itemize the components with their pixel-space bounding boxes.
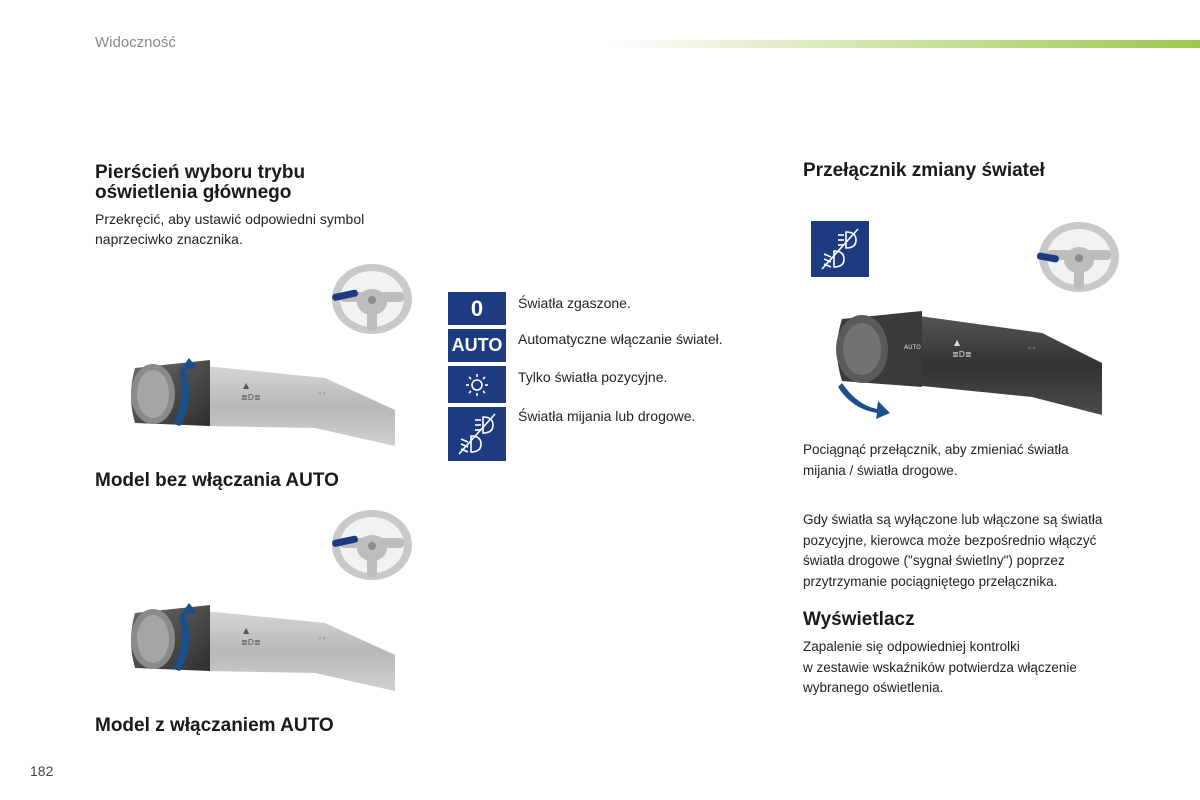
ring-text-line2: naprzeciwko znacznika. [95,231,243,247]
headlamp-flash-text [803,510,1183,592]
steering-wheel-illustration-2 [330,508,415,583]
display-text-line1: Zapalenie się odpowiedniej kontrolki [803,639,1020,654]
steering-wheel-illustration-3 [1037,220,1122,295]
ring-description [95,209,425,249]
dipped-main-beam-symbol-icon [448,407,506,461]
symbol-label-auto: Automatyczne włączanie świateł. [518,331,723,347]
pull-text-line2: mijania / światła drogowe. [803,462,958,478]
display-text-line3: wybranego oświetlenia. [803,680,944,695]
switch-heading: Przełącznik zmiany świateł [803,160,1045,181]
ring-heading-line1: Pierścień wyboru trybu [95,162,306,183]
beam-switch-stalk-illustration [832,305,1102,420]
section-title: Widoczność [95,34,176,51]
flash-text-line1: Gdy światła są wyłączone lub włączone są światła [803,512,1103,527]
lighting-stalk-illustration [125,348,395,458]
header-accent-bar [605,40,1200,48]
page-number: 182 [30,763,54,779]
ring-heading-line2: oświetlenia głównego [95,182,292,203]
svg-text:◦◦: ◦◦ [317,389,327,398]
flash-text-line3: światła drogowe ("sygnał świetlny") poprzez [803,553,1065,568]
model-with-auto-heading: Model z włączaniem AUTO [95,715,334,736]
dipped-main-beam-icon [453,412,501,456]
light-off-glyph: 0 [470,295,484,321]
svg-text:≣D≣: ≣D≣ [952,350,972,359]
auto-glyph: AUTO [451,335,503,355]
sidelights-symbol-icon [448,366,506,403]
beam-switch-symbol-icon [811,221,869,277]
lighting-stalk-auto-illustration [125,593,395,703]
svg-text:▲: ▲ [954,338,961,347]
symbol-label-sidelights: Tylko światła pozycyjne. [518,369,668,385]
ring-section [95,163,425,203]
svg-text:▲: ▲ [243,626,250,635]
svg-text:≣D≣: ≣D≣ [241,638,261,647]
display-heading: Wyświetlacz [803,609,915,630]
symbol-label-beams: Światła mijania lub drogowe. [518,408,696,424]
model-without-auto-heading: Model bez włączania AUTO [95,470,339,491]
svg-text:◦◦: ◦◦ [1027,344,1037,353]
display-text [803,637,1183,699]
ring-heading [95,163,425,203]
steering-wheel-illustration [330,262,415,337]
pull-text-line1: Pociągnąć przełącznik, aby zmieniać światła [803,442,1069,457]
svg-text:AUTO: AUTO [904,344,921,351]
beam-switch-icon [816,227,864,271]
svg-text:▲: ▲ [243,381,250,390]
light-off-symbol-icon [448,292,506,325]
pull-switch-text [803,440,1163,481]
auto-lighting-symbol-icon [448,329,506,362]
flash-text-line2: pozycyjne, kierowca może bezpośrednio włączyć [803,532,1097,548]
display-text-line2: w zestawie wskaźników potwierdza włączenie [803,659,1077,675]
flash-text-line4: przytrzymanie pociągniętego przełącznika. [803,573,1058,589]
svg-text:◦◦: ◦◦ [317,634,327,643]
sidelights-icon [464,372,490,398]
ring-text-line1: Przekręcić, aby ustawić odpowiedni symbol [95,211,365,227]
symbol-label-off: Światła zgaszone. [518,295,631,311]
svg-text:≣D≣: ≣D≣ [241,393,261,402]
